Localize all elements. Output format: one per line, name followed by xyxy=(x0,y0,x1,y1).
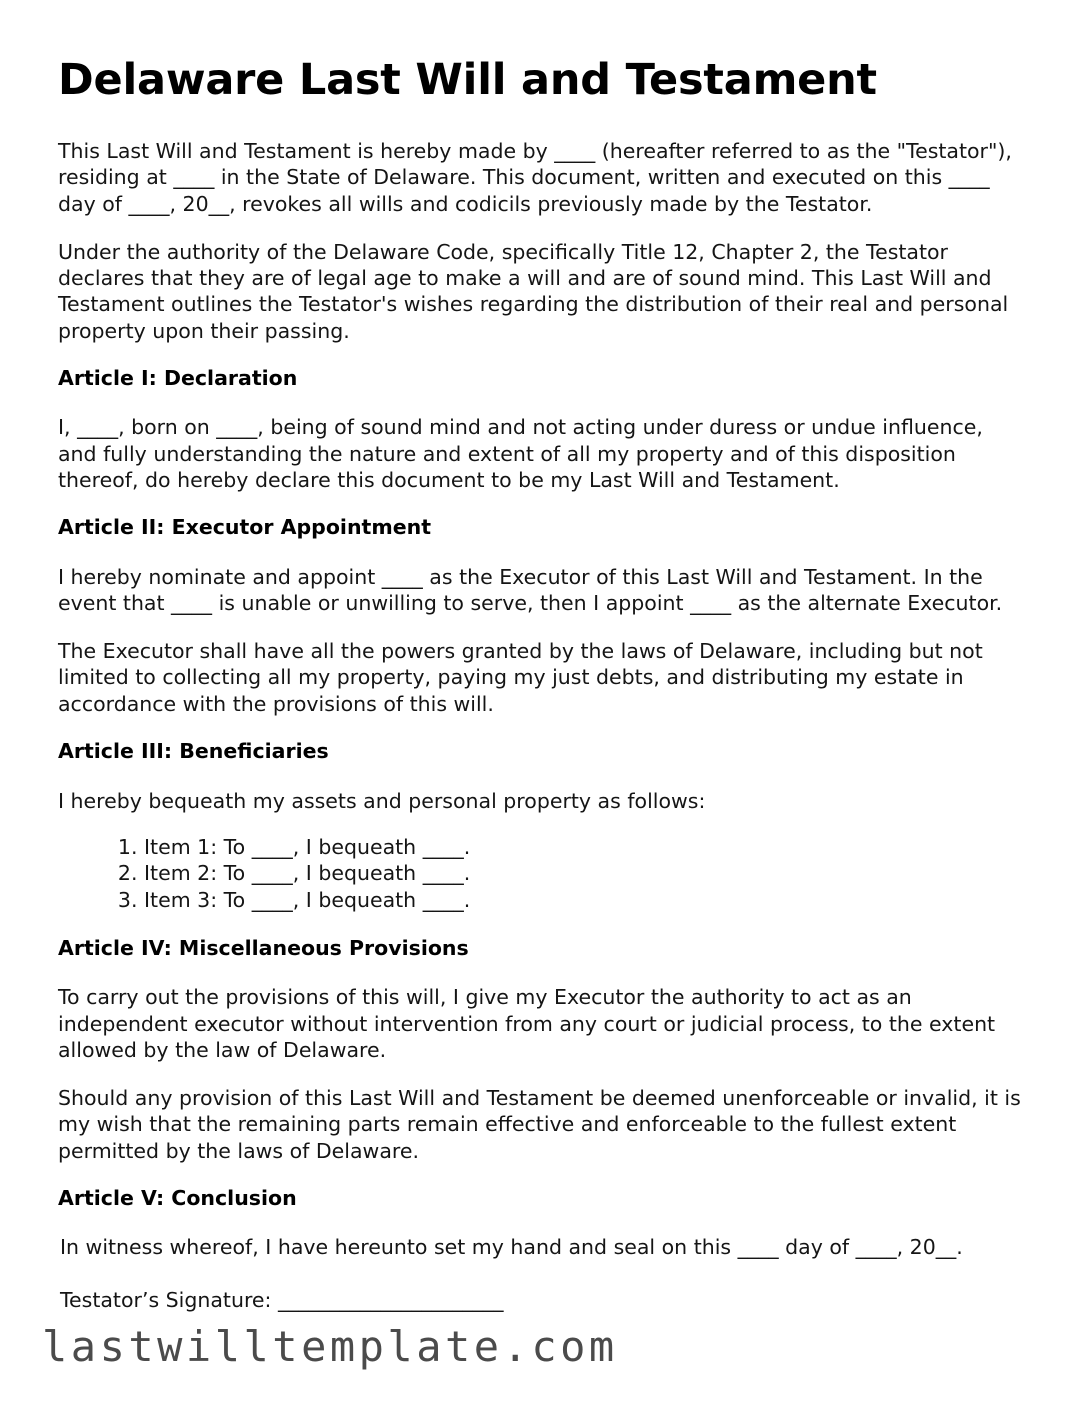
intro-paragraph-1: This Last Will and Testament is hereby made by ____ (hereafter referred to as the "Testator"), residing at ____ in the State of Delaware. This document, written and executed on this ____ day of ____, 20__, revokes all wills and codicils previously made by the Testator. xyxy=(58,139,1012,216)
list-item: 1. Item 1: To ____, I bequeath ____. xyxy=(144,834,1026,861)
bequest-list xyxy=(58,834,1026,914)
article-heading-declaration: Article I: Declaration xyxy=(58,365,298,390)
list-item: 3. Item 3: To ____, I bequeath ____. xyxy=(144,887,1026,914)
watermark: lastwilltemplate.com xyxy=(42,1322,618,1371)
intro-paragraph-2: Under the authority of the Delaware Code, specifically Title 12, Chapter 2, the Testator declares that they are of legal age to make a will and are of sound mind. This Last Will and Testament outlines the Testator's wishes regarding the distribution of their real and personal property upon their passing. xyxy=(58,239,1009,343)
document-body xyxy=(58,56,1026,1313)
article-4-paragraph-2: Should any provision of this Last Will and Testament be deemed unenforceable or invalid, it is my wish that the remaining parts remain effective and enforceable to the fullest extent permitted by the laws of Delaware. xyxy=(58,1086,1021,1163)
article-1-paragraph-1: I, ____, born on ____, being of sound mind and not acting under duress or undue influence, and fully understanding the nature and extent of all my property and of this disposition thereof, do hereby declare this document to be my Last Will and Testament. xyxy=(58,415,983,492)
testator-signature-line: Testator’s Signature: ______________________ xyxy=(60,1287,504,1312)
article-3-lead-in: I hereby bequeath my assets and personal property as follows: xyxy=(58,788,706,813)
article-2-paragraph-1: I hereby nominate and appoint ____ as the Executor of this Last Will and Testament. In the event that ____ is unable or unwilling to serve, then I appoint ____ as the alternate Executor. xyxy=(58,564,1003,615)
page-title: Delaware Last Will and Testament xyxy=(58,55,877,105)
witness-statement: In witness whereof, I have hereunto set my hand and seal on this ____ day of ____, 20__. xyxy=(60,1235,963,1260)
list-item: 2. Item 2: To ____, I bequeath ____. xyxy=(144,860,1026,887)
article-heading-executor-appointment: Article II: Executor Appointment xyxy=(58,515,431,540)
article-heading-miscellaneous-provisions: Article IV: Miscellaneous Provisions xyxy=(58,935,469,960)
article-2-paragraph-2: The Executor shall have all the powers granted by the laws of Delaware, including but not limited to collecting all my property, paying my just debts, and distributing my estate in accordance with the provisions of this will. xyxy=(58,639,983,716)
article-heading-conclusion: Article V: Conclusion xyxy=(58,1185,297,1210)
article-heading-beneficiaries: Article III: Beneficiaries xyxy=(58,738,329,763)
article-4-paragraph-1: To carry out the provisions of this will, I give my Executor the authority to act as an independent executor without intervention from any court or judicial process, to the extent allowed by the law of Delaware. xyxy=(58,985,996,1062)
